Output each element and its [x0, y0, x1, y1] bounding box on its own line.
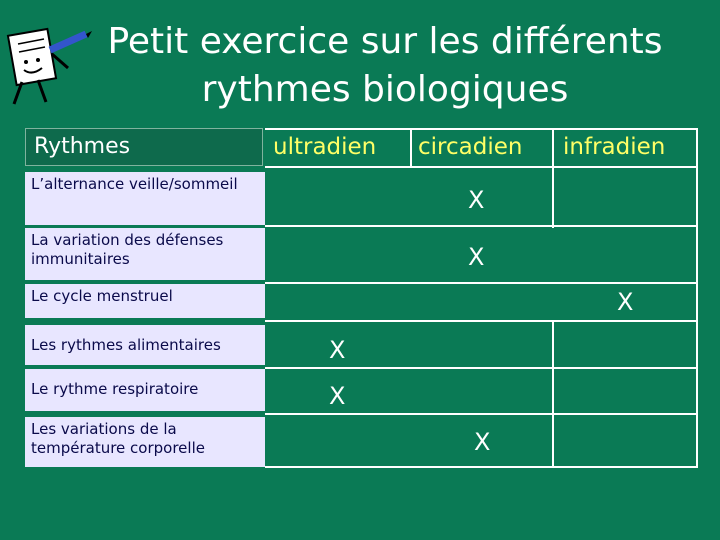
page-title	[90, 18, 680, 114]
grid-bottom	[265, 466, 698, 468]
row-label-cycle-menstruel: Le cycle menstruel	[25, 284, 265, 318]
grid-row-2	[265, 282, 698, 284]
grid-right	[696, 128, 698, 468]
col-head-circadien: circadien	[418, 134, 523, 160]
mark-defenses-immunitaires: X	[468, 243, 485, 271]
notepad-pencil-clipart	[2, 22, 92, 112]
row-label-defenses-immunitaires: La variation des défenses immunitaires	[25, 228, 265, 280]
grid-row-3	[265, 320, 698, 322]
mark-temperature: X	[474, 428, 491, 456]
mark-cycle-menstruel: X	[617, 288, 634, 316]
header-rythmes: Rythmes	[25, 128, 263, 166]
row-label-temperature: Les variations de la température corporelle	[25, 417, 265, 467]
col-head-ultradien: ultradien	[273, 134, 377, 160]
grid-col-2	[552, 128, 554, 168]
mark-veille-sommeil: X	[468, 186, 485, 214]
row-label-veille-sommeil: L’alternance veille/sommeil	[25, 172, 265, 225]
row-label-rythme-respiratoire: Le rythme respiratoire	[25, 369, 265, 411]
mark-rythmes-alimentaires: X	[329, 336, 346, 364]
grid-row-1	[265, 225, 698, 227]
grid-col-2c	[552, 320, 554, 468]
grid-top	[265, 128, 698, 130]
grid-col-2b	[552, 166, 554, 228]
title-line-1: Petit exercice sur les différents	[107, 21, 663, 62]
row-label-rythmes-alimentaires: Les rythmes alimentaires	[25, 325, 265, 365]
mark-rythme-respiratoire: X	[329, 382, 346, 410]
col-head-infradien: infradien	[563, 134, 666, 160]
grid-row-4	[265, 367, 698, 369]
grid-col-1	[410, 128, 412, 168]
title-line-2: rythmes biologiques	[201, 69, 569, 110]
grid-header-bottom	[265, 166, 698, 168]
grid-row-5	[265, 413, 698, 415]
